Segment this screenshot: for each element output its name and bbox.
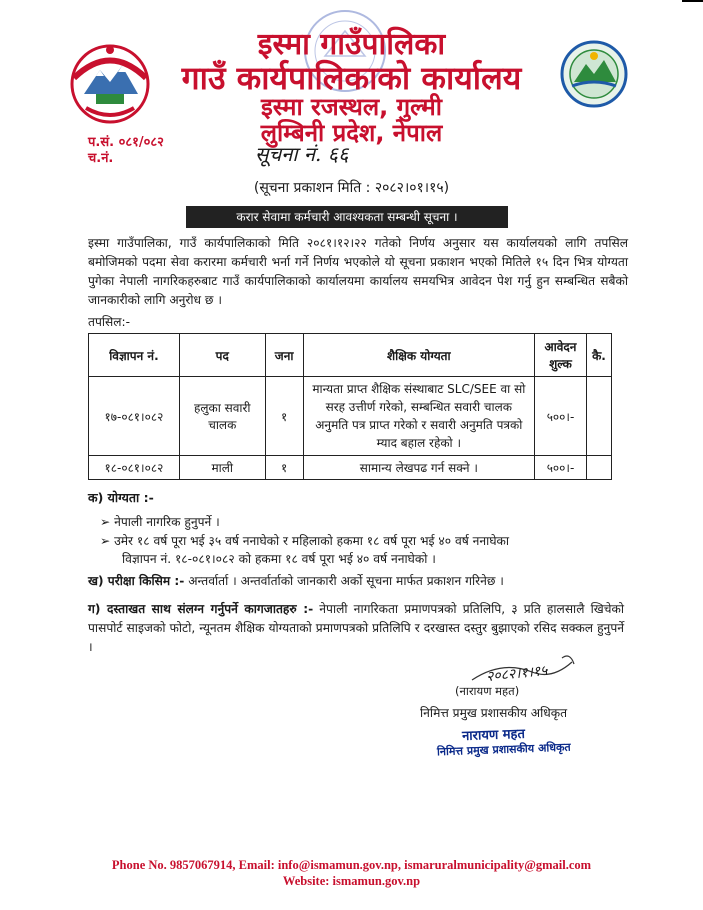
exam-section bbox=[88, 572, 504, 589]
title-stamp: निमित्त प्रमुख प्रशासकीय अधिकृत bbox=[436, 740, 571, 759]
cell-remarks bbox=[586, 377, 611, 456]
ref-ps: प.सं. ०८१/०८२ bbox=[88, 135, 164, 150]
cell-post: हलुका सवारी चालक bbox=[179, 377, 265, 456]
cell-post: माली bbox=[179, 456, 265, 480]
ref-cn: च.नं. bbox=[88, 151, 114, 166]
list-item bbox=[100, 532, 624, 568]
table-row bbox=[89, 456, 612, 480]
footer-contact: Phone No. 9857067914, Email: info@ismamun.gov.np, ismaruralmunicipality@gmail.com bbox=[111, 858, 592, 872]
cell-count: १ bbox=[265, 456, 303, 480]
cell-remarks bbox=[586, 456, 611, 480]
arrow-bullet-icon: ➢ bbox=[100, 515, 115, 529]
col-remarks: कै. bbox=[586, 334, 611, 377]
cell-ad-no: १७-०८१।०८२ bbox=[89, 377, 180, 456]
cell-fee: ५००।- bbox=[535, 377, 587, 456]
details-label: तपसिल:- bbox=[88, 315, 131, 329]
documents-text: नेपाली नागरिकता प्रमाणपत्रको प्रतिलिपि, ३ प्रति हालसालै खिचेको पासपोर्ट साइजको फोटो, न्यूनतम शैक्षिक योग्यताको प्रमाणपत्रको प्रतिलिपि र दरखास्त दस्तुर बुझाएको रसिद सक्कल हुनुपर्ने । bbox=[88, 602, 625, 654]
footer-website: Website: ismamun.gov.np bbox=[282, 874, 421, 888]
exam-label: ख) परीक्षा किसिम :- bbox=[88, 574, 185, 588]
cell-fee: ५००।- bbox=[535, 456, 587, 480]
name-stamp: नारायण महत bbox=[461, 726, 526, 745]
intro-paragraph: इस्मा गाउँपालिका, गाउँ कार्यपालिकाको मिति २०८१।१२।२२ गतेको निर्णय अनुसार यस कार्यालयको लागि तपसिल बमोजिमको पदमा सेवा करारमा कर्मचारी भर्ना गर्ने निर्णय भएकोले यो सूचना प्रकाशन भएको मितिले १५ दिन भित्र योग्यता पुगेका नेपाली नागरिकहरुबाट गाउँ कार्यपालिकाको कार्यालयमा कार्यालय समयभित्र आवेदन पेश गर्नु हुन सम्बन्धित सबैको जानकारीको लागि अनुरोध छ । bbox=[88, 236, 628, 307]
office-name: गाउँ कार्यपालिकाको कार्यालय bbox=[181, 59, 522, 97]
documents-label: ग) दस्ताखत साथ संलग्न गर्नुपर्ने कागजातहरु :- bbox=[88, 602, 314, 616]
publication-date: (सूचना प्रकाशन मिति : २०८२।०१।१५) bbox=[253, 180, 450, 196]
reference-block bbox=[88, 135, 164, 167]
cell-ad-no: १८-०८१।०८२ bbox=[89, 456, 180, 480]
notice-title-banner: करार सेवामा कर्मचारी आवश्यकता सम्बन्धी सूचना । bbox=[186, 206, 508, 228]
qualification-heading: क) योग्यता :- bbox=[88, 490, 154, 505]
arrow-bullet-icon: ➢ bbox=[100, 534, 115, 548]
vacancy-table bbox=[88, 333, 612, 480]
documents-section bbox=[88, 600, 624, 657]
cell-qualification: मान्यता प्राप्त शैक्षिक संस्थाबाट SLC/SEE वा सो सरह उत्तीर्ण गरेको, सम्बन्धित सवारी चालक अनुमति पत्र प्राप्त गरेको र सवारी अनुमति पत्रको म्याद बहाल रहेको । bbox=[303, 377, 534, 456]
cell-qualification: सामान्य लेखपढ गर्न सक्ने । bbox=[303, 456, 534, 480]
col-post: पद bbox=[179, 334, 265, 377]
signatory-title: निमित्त प्रमुख प्रशासकीय अधिकृत bbox=[420, 706, 568, 720]
address-line: इस्मा रजस्थल, गुल्मी bbox=[261, 93, 442, 121]
qualification-age: उमेर १८ वर्ष पूरा भई ३५ वर्ष ननाघेको र महिलाको हकमा १८ वर्ष पूरा भई ४० वर्ष ननाघेका bbox=[114, 534, 510, 548]
notice-number: सूचना नं. ६६ bbox=[255, 142, 349, 166]
cell-count: १ bbox=[265, 377, 303, 456]
table-row bbox=[89, 377, 612, 456]
signatory-name: (नारायण महत) bbox=[455, 684, 520, 698]
list-item bbox=[100, 513, 220, 531]
col-ad-no: विज्ञापन नं. bbox=[89, 334, 180, 377]
municipality-name: इस्मा गाउँपालिका bbox=[257, 27, 446, 62]
exam-text: अन्तर्वार्ता । अन्तर्वार्ताको जानकारी अर्को सूचना मार्फत प्रकाशन गरिनेछ । bbox=[184, 574, 504, 588]
scan-edge-mark bbox=[682, 0, 703, 2]
qualification-age-cont: विज्ञापन नं. १८-०८१।०८२ को हकमा १८ वर्ष पूरा भई ४० वर्ष ननाघेको । bbox=[122, 552, 436, 566]
col-count: जना bbox=[265, 334, 303, 377]
province-line: लुम्बिनी प्रदेश, नेपाल bbox=[260, 119, 443, 147]
qualification-citizen: नेपाली नागरिक हुनुपर्ने । bbox=[114, 515, 220, 529]
signature-date: २०८२।१।१५ bbox=[485, 662, 549, 686]
table-header-row bbox=[89, 334, 612, 377]
col-qualification: शैक्षिक योग्यता bbox=[303, 334, 534, 377]
col-fee: आवेदन शुल्क bbox=[535, 334, 587, 377]
